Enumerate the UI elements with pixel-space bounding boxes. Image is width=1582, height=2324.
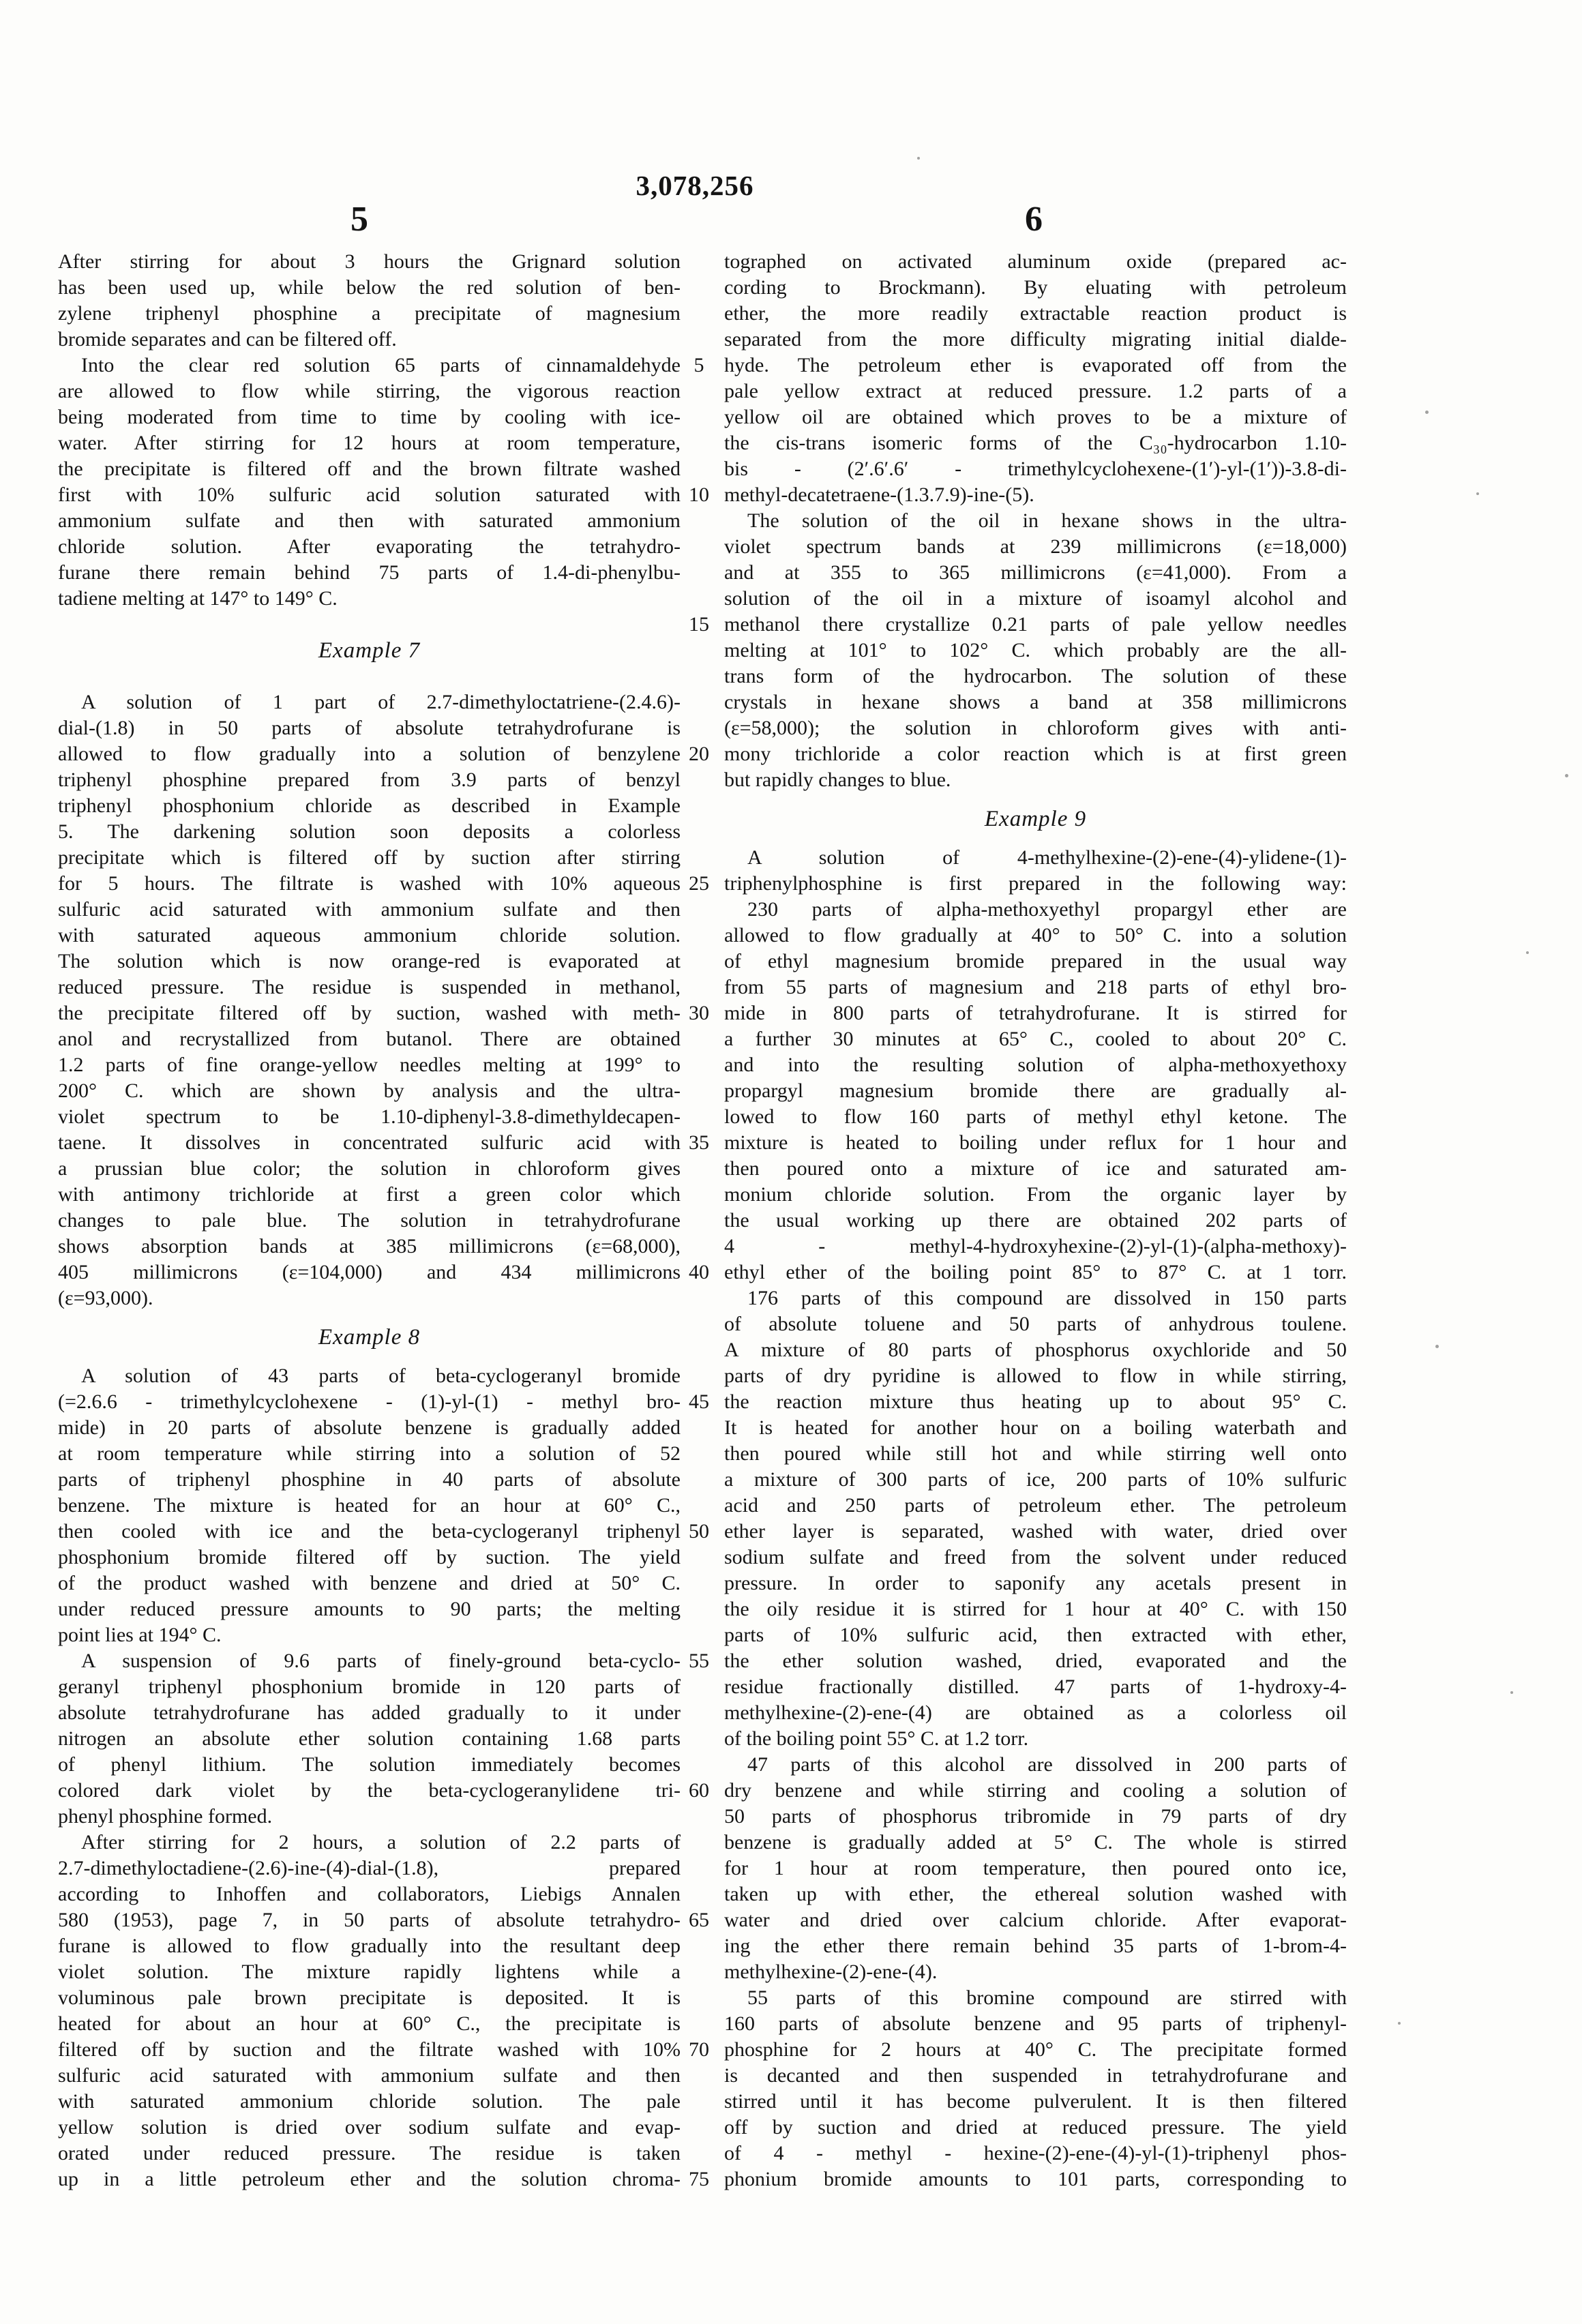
text-line: (ε=58,000); the solution in chloroform gives with anti- <box>724 717 1347 739</box>
scan-speck <box>1425 411 1429 414</box>
text-line: of the boiling point 55° C. at 1.2 torr. <box>724 1727 1029 1750</box>
text-line: water and dried over calcium chloride. After evaporat- <box>724 1909 1347 1931</box>
text-line: furane is allowed to flow gradually into the resultant deep <box>58 1935 681 1957</box>
text-line: orated under reduced pressure. The residue is taken <box>58 2142 681 2164</box>
text-line: reduced pressure. The residue is suspended in methanol, <box>58 976 681 998</box>
text-line: being moderated from time to time by cooling with ice- <box>58 406 681 428</box>
text-line: A solution of 1 part of 2.7-dimethyloctatriene-(2.4.6)- <box>81 691 681 713</box>
patent-number: 3,078,256 <box>636 170 754 201</box>
text-line: 2.7-dimethyloctadiene-(2.6)-ine-(4)-dial-(1.8), prepared <box>58 1857 681 1879</box>
text-line: ammonium sulfate and then with saturated ammonium <box>58 509 681 532</box>
text-line: but rapidly changes to blue. <box>724 769 951 791</box>
gutter-line-number: 55 <box>689 1650 709 1672</box>
gutter-line-number: 5 <box>693 354 704 376</box>
text-line: benzene. The mixture is heated for an hour at 60° C., <box>58 1494 681 1517</box>
text-line: a mixture of 300 parts of ice, 200 parts of 10% sulfuric <box>724 1468 1347 1491</box>
text-line: heated for about an hour at 60° C., the precipitate is <box>58 2012 681 2035</box>
text-line: methanol there crystallize 0.21 parts of pale yellow needles <box>724 613 1347 636</box>
text-line: pale yellow extract at reduced pressure. 1.2 parts of a <box>724 380 1347 402</box>
text-line: absolute tetrahydrofurane has added gradually to it under <box>58 1701 681 1724</box>
column-number-right: 6 <box>1025 200 1043 239</box>
text-line: the oily residue it is stirred for 1 hour at 40° C. with 150 <box>724 1598 1347 1620</box>
text-line: 405 millimicrons (ε=104,000) and 434 millimicrons <box>58 1261 681 1283</box>
text-line: trans form of the hydrocarbon. The solution of these <box>724 665 1347 687</box>
text-line: acid and 250 parts of petroleum ether. The petroleum <box>724 1494 1347 1517</box>
text-line: a further 30 minutes at 65° C., cooled to about 20° C. <box>724 1028 1347 1050</box>
scan-speck <box>1435 1345 1439 1348</box>
text-line: ether, the more readily extractable reaction product is <box>724 302 1347 325</box>
text-line: yellow solution is dried over sodium sulfate and evap- <box>58 2116 681 2139</box>
text-line: cording to Brockmann). By eluating with petroleum <box>724 276 1347 299</box>
text-line: then cooled with ice and the beta-cyclogeranyl triphenyl <box>58 1520 681 1543</box>
text-line: phonium bromide amounts to 101 parts, corresponding to <box>724 2168 1347 2190</box>
text-line: the cis-trans isomeric forms of the C₃₀-hydrocarbon 1.10- <box>724 432 1347 454</box>
text-line: It is heated for another hour on a boiling waterbath and <box>724 1416 1347 1439</box>
text-line: After stirring for 2 hours, a solution of 2.2 parts of <box>81 1831 681 1853</box>
text-line: the precipitate is filtered off and the brown filtrate washed <box>58 458 681 480</box>
gutter-line-number: 65 <box>689 1909 709 1931</box>
text-line: first with 10% sulfuric acid solution saturated with <box>58 483 681 506</box>
scan-speck <box>1398 2022 1401 2025</box>
example-heading: Example 7 <box>318 638 421 663</box>
text-line: 5. The darkening solution soon deposits a colorless <box>58 820 681 843</box>
text-line: (=2.6.6 - trimethylcyclohexene - (1)-yl-(1) - methyl bro- <box>58 1390 681 1413</box>
text-line: triphenyl phosphonium chloride as described in Example <box>58 794 681 817</box>
text-line: changes to pale blue. The solution in tetrahydrofurane <box>58 1209 681 1232</box>
text-line: of phenyl lithium. The solution immediately becomes <box>58 1753 681 1776</box>
text-line: nitrogen an absolute ether solution containing 1.68 parts <box>58 1727 681 1750</box>
text-line: is decanted and then suspended in tetrahydrofurane and <box>724 2064 1347 2087</box>
text-line: A suspension of 9.6 parts of finely-ground beta-cyclo- <box>81 1650 681 1672</box>
text-line: 230 parts of alpha-methoxyethyl propargyl ether are <box>747 898 1347 921</box>
text-line: dry benzene and while stirring and cooling a solution of <box>724 1779 1347 1802</box>
text-line: of ethyl magnesium bromide prepared in the usual way <box>724 950 1347 972</box>
text-line: pressure. In order to saponify any acetals present in <box>724 1572 1347 1594</box>
text-line: ing the ether there remain behind 35 parts of 1-brom-4- <box>724 1935 1347 1957</box>
text-line: up in a little petroleum ether and the solution chroma- <box>58 2168 681 2190</box>
text-line: ethyl ether of the boiling point 85° to 87° C. at 1 torr. <box>724 1261 1347 1283</box>
text-line: from 55 parts of magnesium and 218 parts of ethyl bro- <box>724 976 1347 998</box>
gutter-line-number: 30 <box>689 1002 709 1024</box>
scan-speck <box>1510 1691 1513 1694</box>
text-line: under reduced pressure amounts to 90 parts; the melting <box>58 1598 681 1620</box>
text-line: at room temperature while stirring into a solution of 52 <box>58 1442 681 1465</box>
text-line: propargyl magnesium bromide there are gradually al- <box>724 1079 1347 1102</box>
left-text-column <box>58 249 681 2192</box>
right-text-column <box>724 249 1347 2192</box>
text-line: according to Inhoffen and collaborators, Liebigs Annalen <box>58 1883 681 1905</box>
text-line: filtered off by suction and the filtrate washed with 10% <box>58 2038 681 2061</box>
text-line: point lies at 194° C. <box>58 1624 222 1646</box>
text-line: violet spectrum to be 1.10-diphenyl-3.8-dimethyldecapen- <box>58 1105 681 1128</box>
text-line: methylhexine-(2)-ene-(4) are obtained as a colorless oil <box>724 1701 1347 1724</box>
text-line: phosphonium bromide filtered off by suction. The yield <box>58 1546 681 1568</box>
text-line: the usual working up there are obtained 202 parts of <box>724 1209 1347 1232</box>
scan-speck <box>1526 951 1529 954</box>
text-line: of the product washed with benzene and dried at 50° C. <box>58 1572 681 1594</box>
gutter-line-number: 45 <box>689 1390 709 1413</box>
text-line: furane there remain behind 75 parts of 1.4-di-phenylbu- <box>58 561 681 584</box>
text-line: allowed to flow gradually into a solution of benzylene <box>58 743 681 765</box>
gutter-line-number: 75 <box>689 2168 709 2190</box>
text-line: zylene triphenyl phosphine a precipitate of magnesium <box>58 302 681 325</box>
text-line: separated from the more difficulty migrating initial dialde- <box>724 328 1347 351</box>
scan-speck <box>917 157 920 160</box>
text-line: allowed to flow gradually at 40° to 50° C. into a solution <box>724 924 1347 947</box>
text-line: 50 parts of phosphorus tribromide in 79 parts of dry <box>724 1805 1347 1828</box>
text-line: colored dark violet by the beta-cyclogeranylidene tri- <box>58 1779 681 1802</box>
text-line: 4 - methyl-4-hydroxyhexine-(2)-yl-(1)-(alpha-methoxy)- <box>724 1235 1347 1257</box>
text-line: 1.2 parts of fine orange-yellow needles melting at 199° to <box>58 1054 681 1076</box>
text-line: and into the resulting solution of alpha-methoxyethoxy <box>724 1054 1347 1076</box>
text-line: phosphine for 2 hours at 40° C. The precipitate formed <box>724 2038 1347 2061</box>
text-line: parts of triphenyl phosphine in 40 parts of absolute <box>58 1468 681 1491</box>
gutter-line-number: 50 <box>689 1520 709 1543</box>
text-line: Into the clear red solution 65 parts of cinnamaldehyde <box>81 354 681 376</box>
text-line: mide in 800 parts of tetrahydrofurane. It is stirred for <box>724 1002 1347 1024</box>
text-line: for 5 hours. The filtrate is washed with 10% aqueous <box>58 872 681 895</box>
text-line: and at 355 to 365 millimicrons (ε=41,000). From a <box>724 561 1347 584</box>
text-line: with saturated ammonium chloride solution. The pale <box>58 2090 681 2113</box>
text-line: 47 parts of this alcohol are dissolved in 200 parts of <box>747 1753 1347 1776</box>
gutter-line-number: 15 <box>689 613 709 636</box>
text-line: hyde. The petroleum ether is evaporated off from the <box>724 354 1347 376</box>
text-line: 176 parts of this compound are dissolved in 150 parts <box>747 1287 1347 1309</box>
text-line: yellow oil are obtained which proves to be a mixture of <box>724 406 1347 428</box>
text-line: the ether solution washed, dried, evaporated and the <box>724 1650 1347 1672</box>
gutter-line-number: 70 <box>689 2038 709 2061</box>
text-line: (ε=93,000). <box>58 1287 153 1309</box>
text-line: The solution which is now orange-red is evaporated at <box>58 950 681 972</box>
text-line: tadiene melting at 147° to 149° C. <box>58 587 338 610</box>
gutter-line-numbers <box>682 249 716 2226</box>
example-heading: Example 8 <box>318 1325 421 1350</box>
text-line: A solution of 4-methylhexine-(2)-ene-(4)-ylidene-(1)- <box>747 846 1347 869</box>
text-line: has been used up, while below the red solution of ben- <box>58 276 681 299</box>
text-line: monium chloride solution. From the organic layer by <box>724 1183 1347 1206</box>
text-line: 160 parts of absolute benzene and 95 parts of triphenyl- <box>724 2012 1347 2035</box>
text-line: triphenylphosphine is first prepared in the following way: <box>724 872 1347 895</box>
text-line: A solution of 43 parts of beta-cyclogeranyl bromide <box>81 1365 681 1387</box>
gutter-line-number: 60 <box>689 1779 709 1802</box>
text-line: with antimony trichloride at first a green color which <box>58 1183 681 1206</box>
gutter-line-number: 35 <box>689 1131 709 1154</box>
text-line: The solution of the oil in hexane shows in the ultra- <box>747 509 1347 532</box>
text-line: lowed to flow 160 parts of methyl ethyl ketone. The <box>724 1105 1347 1128</box>
column-number-left: 5 <box>350 200 368 239</box>
text-line: are allowed to flow while stirring, the vigorous reaction <box>58 380 681 402</box>
text-line: taene. It dissolves in concentrated sulfuric acid with <box>58 1131 681 1154</box>
gutter-line-number: 10 <box>689 483 709 506</box>
text-line: methyl-decatetraene-(1.3.7.9)-ine-(5). <box>724 483 1034 506</box>
text-line: anol and recrystallized from butanol. There are obtained <box>58 1028 681 1050</box>
text-line: triphenyl phosphine prepared from 3.9 parts of benzyl <box>58 769 681 791</box>
text-line: with saturated aqueous ammonium chloride solution. <box>58 924 681 947</box>
text-line: parts of dry pyridine is allowed to flow in while stirring, <box>724 1365 1347 1387</box>
text-line: phenyl phosphine formed. <box>58 1805 273 1828</box>
text-line: bromide separates and can be filtered off. <box>58 328 397 351</box>
text-line: then poured while still hot and while stirring well onto <box>724 1442 1347 1465</box>
text-line: parts of 10% sulfuric acid, then extracted with ether, <box>724 1624 1347 1646</box>
text-line: off by suction and dried at reduced pressure. The yield <box>724 2116 1347 2139</box>
text-line: for 1 hour at room temperature, then poured onto ice, <box>724 1857 1347 1879</box>
text-line: mixture is heated to boiling under reflux for 1 hour and <box>724 1131 1347 1154</box>
text-line: residue fractionally distilled. 47 parts of 1-hydroxy-4- <box>724 1675 1347 1698</box>
text-line: melting at 101° to 102° C. which probably are the all- <box>724 639 1347 661</box>
scan-speck <box>1476 492 1479 495</box>
gutter-line-number: 25 <box>689 872 709 895</box>
text-line: After stirring for about 3 hours the Grignard solution <box>58 250 681 273</box>
text-line: geranyl triphenyl phosphonium bromide in 120 parts of <box>58 1675 681 1698</box>
text-line: precipitate which is filtered off by suction after stirring <box>58 846 681 869</box>
text-line: ether layer is separated, washed with water, dried over <box>724 1520 1347 1543</box>
text-line: solution of the oil in a mixture of isoamyl alcohol and <box>724 587 1347 610</box>
text-line: chloride solution. After evaporating the tetrahydro- <box>58 535 681 558</box>
gutter-line-number: 40 <box>689 1261 709 1283</box>
text-line: of 4 - methyl - hexine-(2)-ene-(4)-yl-(1)-triphenyl phos- <box>724 2142 1347 2164</box>
gutter-line-number: 20 <box>689 743 709 765</box>
text-line: benzene is gradually added at 5° C. The whole is stirred <box>724 1831 1347 1853</box>
text-line: stirred until it has become pulverulent. It is then filtered <box>724 2090 1347 2113</box>
text-line: methylhexine-(2)-ene-(4). <box>724 1961 938 1983</box>
text-line: sodium sulfate and freed from the solvent under reduced <box>724 1546 1347 1568</box>
text-line: dial-(1.8) in 50 parts of absolute tetrahydrofurane is <box>58 717 681 739</box>
text-line: 580 (1953), page 7, in 50 parts of absolute tetrahydro- <box>58 1909 681 1931</box>
text-line: mide) in 20 parts of absolute benzene is gradually added <box>58 1416 681 1439</box>
text-line: crystals in hexane shows a band at 358 millimicrons <box>724 691 1347 713</box>
text-line: bis - (2′.6′.6′ - trimethylcyclohexene-(1′)-yl-(1′))-3.8-di- <box>724 458 1347 480</box>
text-line: tographed on activated aluminum oxide (prepared ac- <box>724 250 1347 273</box>
text-line: then poured onto a mixture of ice and saturated am- <box>724 1157 1347 1180</box>
text-line: 55 parts of this bromine compound are stirred with <box>747 1986 1347 2009</box>
text-line: the reaction mixture thus heating up to about 95° C. <box>724 1390 1347 1413</box>
text-line: sulfuric acid saturated with ammonium sulfate and then <box>58 898 681 921</box>
text-line: sulfuric acid saturated with ammonium sulfate and then <box>58 2064 681 2087</box>
text-line: of absolute toluene and 50 parts of anhydrous toulene. <box>724 1313 1347 1335</box>
text-line: taken up with ether, the ethereal solution washed with <box>724 1883 1347 1905</box>
example-heading: Example 9 <box>984 807 1087 831</box>
text-line: voluminous pale brown precipitate is deposited. It is <box>58 1986 681 2009</box>
text-line: violet spectrum bands at 239 millimicrons (ε=18,000) <box>724 535 1347 558</box>
text-line: water. After stirring for 12 hours at room temperature, <box>58 432 681 454</box>
text-line: 200° C. which are shown by analysis and the ultra- <box>58 1079 681 1102</box>
text-line: A mixture of 80 parts of phosphorus oxychloride and 50 <box>724 1339 1347 1361</box>
text-line: shows absorption bands at 385 millimicrons (ε=68,000), <box>58 1235 681 1257</box>
text-line: mony trichloride a color reaction which is at first green <box>724 743 1347 765</box>
text-line: a prussian blue color; the solution in chloroform gives <box>58 1157 681 1180</box>
scan-speck <box>1565 774 1568 777</box>
text-line: the precipitate filtered off by suction, washed with meth- <box>58 1002 681 1024</box>
text-line: violet solution. The mixture rapidly lightens while a <box>58 1961 681 1983</box>
